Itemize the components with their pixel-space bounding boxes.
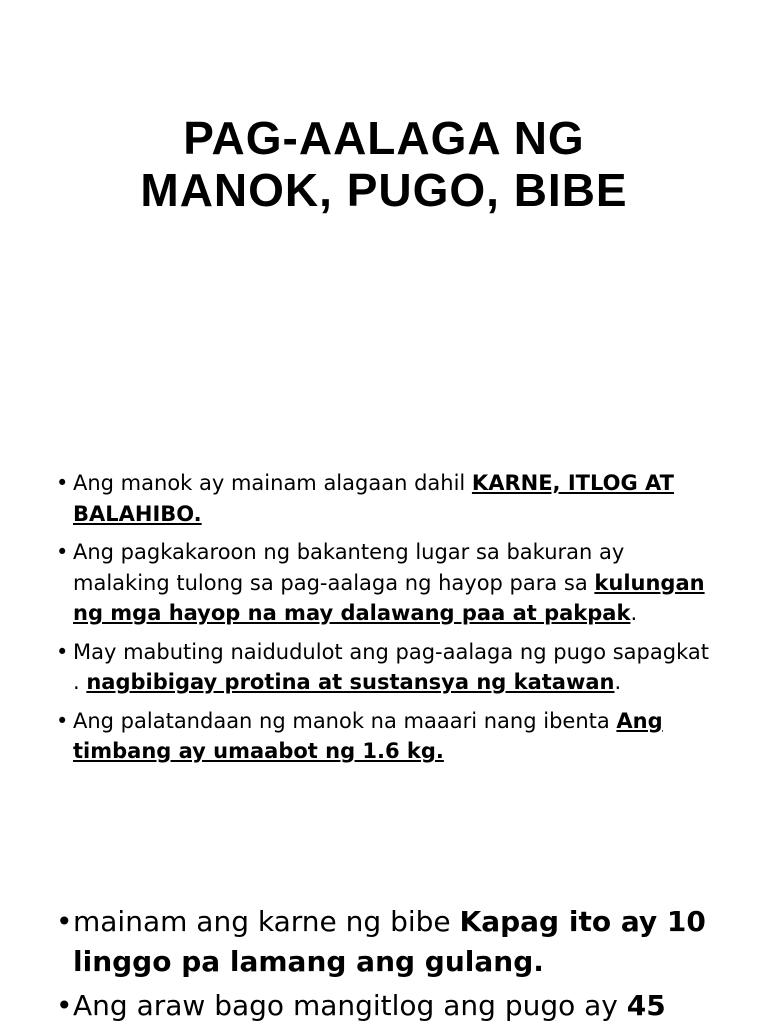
large-bullet-list (56, 902, 736, 1030)
bullet-item-2 (56, 537, 716, 629)
large-bullet-item-1 (56, 902, 736, 982)
bullet-emphasis: KARNE, ITLOG AT BALAHIBO. (73, 471, 674, 526)
slide-title-line-1: PAG-AALAGA NG (183, 112, 585, 164)
bullet-emphasis: Ang timbang ay umaabot ng 1.6 kg. (73, 708, 663, 763)
bullet-text: Ang araw bago mangitlog ang pugo ay (73, 989, 627, 1022)
bullet-emphasis: nagbibigay protina at sustansya ng katawan (86, 670, 615, 694)
bullet-text: mainam ang karne ng bibe (73, 905, 460, 938)
bullet-text: Ang palatandaan ng manok na maaari nang ibenta (73, 708, 617, 733)
bullet-after: . (614, 670, 622, 694)
bullet-item-3 (56, 637, 716, 698)
bullet-after: . (630, 601, 638, 625)
bullet-dot: • (56, 708, 69, 733)
large-bullet-item-2 (56, 986, 736, 1026)
bullet-list (56, 468, 716, 775)
slide-title-line-2: MANOK, PUGO, BIBE (140, 164, 628, 216)
bullet-text: May mabuting naidudulot ang pag-aalaga ng pugo sapagkat . (73, 639, 709, 694)
bullet-emphasis: Kapag ito ay 10 linggo pa lamang ang gulang. (73, 905, 706, 978)
bullet-dot: • (56, 471, 69, 495)
bullet-text: Ang manok ay mainam alagaan dahil (73, 471, 472, 495)
bullet-text: Ang pagkakaroon ng bakanteng lugar sa bakuran ay malaking tulong sa pag-aalaga ng hayop para sa (73, 540, 625, 595)
bullet-dot: • (56, 639, 69, 664)
bullet-dot: • (56, 540, 69, 564)
bullet-dot: • (56, 989, 73, 1022)
bullet-emphasis: 45 (626, 989, 666, 1022)
bullet-dot: • (56, 905, 73, 938)
bullet-emphasis: kulungan ng mga hayop na may dalawang paa at pakpak (73, 570, 705, 625)
slide-title (0, 112, 768, 216)
bullet-item-1 (56, 468, 716, 529)
bullet-item-4 (56, 706, 716, 767)
